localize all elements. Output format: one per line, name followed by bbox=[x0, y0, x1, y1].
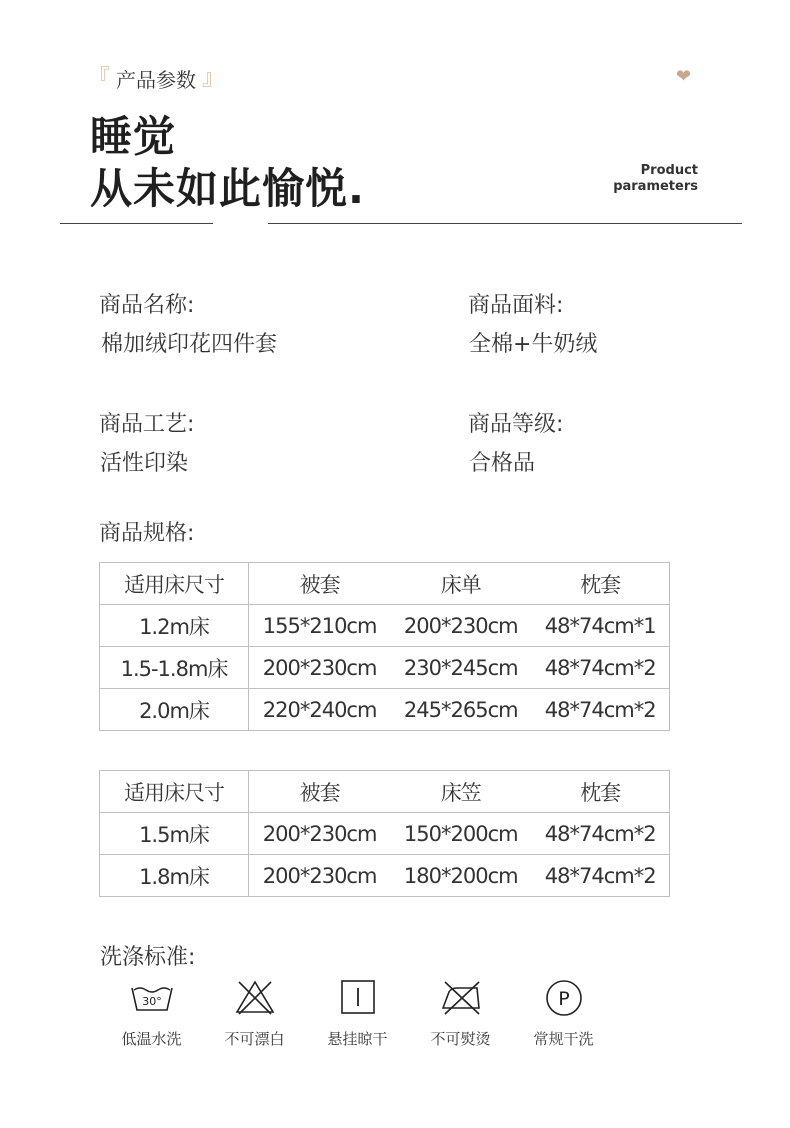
section-tag-text: 产品参数 bbox=[116, 68, 197, 92]
section-tag bbox=[88, 64, 224, 93]
table-header-cell: 适用床尺寸 bbox=[100, 771, 249, 813]
table-cell: 2.0m床 bbox=[100, 689, 249, 731]
wash-30-icon bbox=[130, 978, 174, 1018]
table-header-row bbox=[100, 771, 670, 813]
table-cell: 200*230cm bbox=[249, 855, 391, 897]
wash-item-label: 常规干洗 bbox=[533, 1030, 594, 1048]
wash-item-label: 悬挂晾干 bbox=[327, 1030, 388, 1048]
table-header-cell: 枕套 bbox=[531, 771, 669, 813]
table-cell: 155*210cm bbox=[249, 605, 391, 647]
english-caption-line2: parameters bbox=[613, 179, 698, 194]
table-cell: 48*74cm*2 bbox=[531, 855, 669, 897]
table-cell: 245*265cm bbox=[390, 689, 531, 731]
table-cell: 220*240cm bbox=[249, 689, 391, 731]
spec-label: 商品规格: bbox=[99, 521, 195, 546]
spec-table-2 bbox=[99, 770, 670, 897]
field-name-value: 棉加绒印花四件套 bbox=[101, 332, 278, 357]
english-caption-line1: Product bbox=[640, 163, 698, 178]
divider-left bbox=[60, 223, 213, 224]
field-name-label: 商品名称: bbox=[99, 293, 195, 318]
no-bleach-icon bbox=[233, 978, 277, 1018]
heart-icon: ❤ bbox=[676, 66, 692, 87]
wash-item-label: 不可熨烫 bbox=[430, 1030, 491, 1048]
dry-clean-p-icon bbox=[542, 978, 586, 1018]
no-iron-icon bbox=[439, 978, 483, 1018]
table-header-row bbox=[100, 563, 670, 605]
table-header-cell: 床单 bbox=[390, 563, 531, 605]
table-cell: 48*74cm*2 bbox=[531, 647, 669, 689]
table-cell: 200*230cm bbox=[390, 605, 531, 647]
table-cell: 48*74cm*2 bbox=[531, 689, 669, 731]
wash-item bbox=[203, 978, 306, 1049]
table-row bbox=[100, 813, 670, 855]
table-cell: 1.2m床 bbox=[100, 605, 249, 647]
table-cell: 1.5m床 bbox=[100, 813, 249, 855]
headline-line2: 从未如此愉悦. bbox=[90, 164, 365, 213]
table-row bbox=[100, 689, 670, 731]
table-cell: 48*74cm*2 bbox=[531, 813, 669, 855]
wash-icons-row bbox=[100, 978, 615, 1049]
table-row bbox=[100, 605, 670, 647]
table-cell: 48*74cm*1 bbox=[531, 605, 669, 647]
corner-bracket-right-icon: 』 bbox=[202, 65, 225, 91]
field-grade-value: 合格品 bbox=[469, 451, 536, 476]
english-caption bbox=[613, 163, 698, 195]
wash-item bbox=[409, 978, 512, 1049]
wash-temp-badge: 30° bbox=[141, 995, 162, 1008]
wash-item bbox=[512, 978, 615, 1049]
table-header-cell: 被套 bbox=[249, 771, 391, 813]
divider-right bbox=[268, 223, 742, 224]
field-fabric-label: 商品面料: bbox=[468, 293, 564, 318]
table-row bbox=[100, 647, 670, 689]
table-header-cell: 被套 bbox=[249, 563, 391, 605]
corner-bracket-left-icon: 『 bbox=[88, 65, 111, 91]
table-header-cell: 枕套 bbox=[531, 563, 669, 605]
table-header-cell: 适用床尺寸 bbox=[100, 563, 249, 605]
spec-table-1 bbox=[99, 562, 670, 731]
table-cell: 230*245cm bbox=[390, 647, 531, 689]
headline-line1: 睡觉 bbox=[90, 112, 177, 161]
wash-item-label: 不可漂白 bbox=[224, 1030, 285, 1048]
table-header-cell: 床笠 bbox=[390, 771, 531, 813]
table-cell: 1.5-1.8m床 bbox=[100, 647, 249, 689]
table-cell: 150*200cm bbox=[390, 813, 531, 855]
wash-item bbox=[306, 978, 409, 1049]
table-cell: 180*200cm bbox=[390, 855, 531, 897]
field-grade-label: 商品等级: bbox=[468, 412, 564, 437]
table-cell: 1.8m床 bbox=[100, 855, 249, 897]
field-craft-label: 商品工艺: bbox=[99, 412, 195, 437]
dry-clean-badge: P bbox=[557, 988, 570, 1010]
field-craft-value: 活性印染 bbox=[100, 451, 189, 476]
table-row bbox=[100, 855, 670, 897]
wash-item-label: 低温水洗 bbox=[121, 1030, 182, 1048]
wash-item bbox=[100, 978, 203, 1049]
field-fabric-value: 全棉+牛奶绒 bbox=[469, 332, 598, 357]
hang-dry-icon bbox=[336, 978, 380, 1018]
table-cell: 200*230cm bbox=[249, 647, 391, 689]
table-cell: 200*230cm bbox=[249, 813, 391, 855]
wash-label: 洗涤标准: bbox=[100, 945, 196, 970]
